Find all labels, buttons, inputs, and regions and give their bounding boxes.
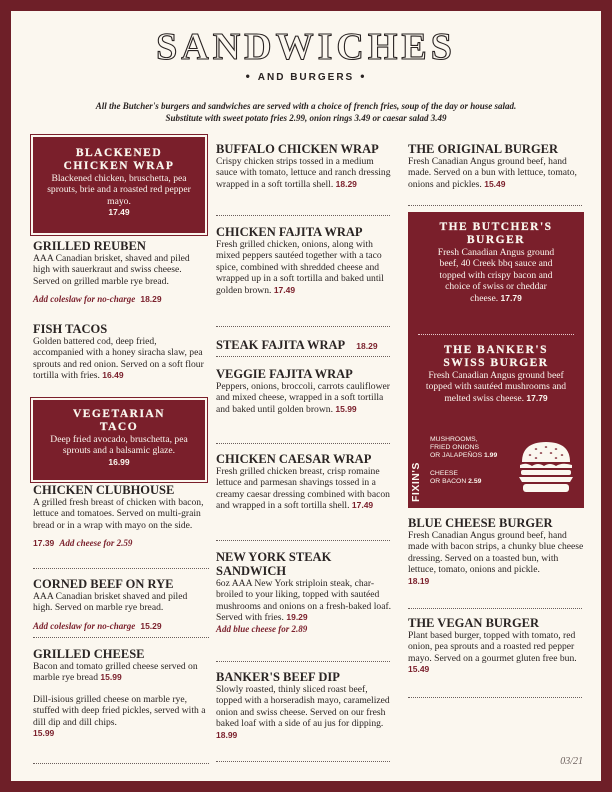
- item-description: Bacon and tomato grilled cheese served on marble rye bread 15.99: [33, 661, 198, 684]
- fixins-label: FIXIN'S: [410, 462, 422, 502]
- item-price: 15.29: [140, 620, 162, 631]
- item-price: 19.29: [286, 612, 308, 623]
- item-price: 15.99: [33, 728, 55, 739]
- divider: [33, 637, 209, 638]
- divider: [216, 326, 390, 327]
- item-name: BANKER'S BEEF DIP: [216, 670, 340, 684]
- item-price: 18.99: [216, 729, 238, 740]
- page-subtitle: • AND BURGERS •: [245, 69, 367, 83]
- item-name: BURGER: [466, 234, 526, 246]
- item-price: 15.99: [100, 672, 122, 683]
- item-description: Plant based burger, topped with tomato, red onion, pea sprouts and a roasted red pepper mayo. Served on a gourmet gluten free bun.: [408, 630, 577, 664]
- item-description: Deep fried avocado, bruschetta, pea sprouts and a balsamic glaze.: [50, 434, 188, 457]
- item-note: Add cheese for 2.59: [59, 538, 133, 549]
- fixins-option-2: CHEESE OR BACON 2.59: [430, 470, 482, 485]
- item-description: Fresh Canadian Angus ground beef, hand made with bacon strips, a chunky blue cheese dressing. Served on a toasted bun, with lettuce, tomato, onions and pickle.: [408, 530, 584, 576]
- burger-feature-panel: [408, 212, 584, 508]
- item-description: Fresh grilled chicken breast, crisp romaine lettuce and parmesan shavings tossed in a creamy caesar dressing combined with bacon and wrapped in a soft tortilla shell. 17.49: [216, 466, 390, 512]
- item-price: 17.49: [108, 207, 130, 218]
- item-description: Dill-isious grilled cheese on marble rye, stuffed with deep fried pickles, served with a dill dip and dill chips.: [33, 693, 206, 728]
- item-description: Fresh grilled chicken, onions, along with mixed peppers sautéed together with a taco spice, combined with shredded cheese and wrapped up in a soft tortilla and baked until golden brown. 17.49: [216, 239, 384, 296]
- item-description: Blackened chicken, bruschetta, pea sprouts, brie and a roasted red pepper mayo.: [47, 173, 191, 207]
- fixins-option-1: MUSHROOMS, FRIED ONIONS OR JALAPEÑOS 1.99: [430, 436, 498, 459]
- divider: [216, 540, 390, 541]
- item-description: Peppers, onions, broccoli, carrots cauliflower and mixed cheese, wrapped in a soft tortilla and baked until golden brown. 15.99: [216, 381, 390, 415]
- item-price: 18.29: [140, 294, 162, 305]
- menu-item-blue-cheese-burger: [408, 516, 588, 586]
- item-name: THE BUTCHER'S: [439, 221, 553, 233]
- item-name: THE VEGAN BURGER: [408, 616, 540, 630]
- item-name: CHICKEN FAJITA WRAP: [216, 225, 363, 239]
- menu-item-chicken-caesar-wrap: [216, 452, 396, 512]
- menu-item-veggie-fajita-wrap: [216, 367, 396, 415]
- item-description: Golden battered cod, deep fried, accompanied with a honey siracha slaw, pea sprouts and red onion. Served on a soft flour tortilla with fries. 16.49: [33, 336, 204, 382]
- item-name: STEAK FAJITA WRAP: [216, 338, 346, 352]
- item-note: Add coleslaw for no-charge: [33, 620, 136, 631]
- fixins-section: [408, 430, 584, 508]
- item-name: GRILLED REUBEN: [33, 239, 146, 253]
- divider: [408, 205, 582, 206]
- blackened-chicken-wrap-box: [33, 137, 205, 233]
- menu-item-chicken-fajita-wrap: [216, 225, 396, 296]
- menu-item-new-york-steak-sandwich: [216, 550, 396, 634]
- intro-text: [31, 100, 581, 124]
- item-price: 18.19: [408, 575, 430, 586]
- item-description: Fresh Canadian Angus ground beef topped with sautéed mushrooms and melted swiss cheese. 17.79: [425, 370, 567, 404]
- item-name: TACO: [99, 421, 139, 433]
- item-price: 17.39: [33, 538, 55, 549]
- fixins-price: 2.59: [468, 478, 482, 485]
- item-note: Add coleslaw for no-charge: [33, 294, 136, 305]
- intro-line-2: Substitute with sweet potato fries 2.99, onion rings 3.49 or caesar salad 3.49: [165, 113, 447, 123]
- item-name: SWISS BURGER: [443, 357, 549, 369]
- menu-item-steak-fajita-wrap: [216, 334, 396, 353]
- intro-line-1: All the Butcher's burgers and sandwiches are served with a choice of french fries, soup of the day or house salad.: [95, 101, 517, 111]
- divider: [408, 697, 582, 698]
- item-name: CHICKEN WRAP: [63, 160, 175, 172]
- item-price: 15.99: [335, 403, 357, 414]
- fixins-price: 1.99: [484, 452, 498, 459]
- item-note: Add blue cheese for 2.89: [216, 623, 308, 634]
- menu-item-grilled-reuben: [33, 239, 209, 306]
- subtitle-text: AND BURGERS: [257, 72, 355, 83]
- item-name: THE ORIGINAL BURGER: [408, 142, 559, 156]
- burger-icon: [516, 438, 576, 496]
- item-description: Fresh Canadian Angus ground beef, 40 Creek bbq sauce and topped with crispy bacon and choice of swiss or cheddar cheese. 17.79: [437, 247, 555, 304]
- divider: [408, 608, 582, 609]
- item-description: Fresh Canadian Angus ground beef, hand made. Served on a bun with lettuce, tomato, onions and pickles. 15.49: [408, 156, 577, 190]
- menu-item-buffalo-chicken-wrap: [216, 142, 396, 190]
- item-name: BLUE CHEESE BURGER: [408, 516, 553, 530]
- item-description: AAA Canadian brisket, shaved and piled high with sauerkraut and swiss cheese. Served on grilled marble rye bread.: [33, 253, 190, 287]
- divider: [216, 443, 390, 444]
- item-name: GRILLED CHEESE: [33, 647, 145, 661]
- item-price: 17.79: [500, 292, 522, 303]
- item-name: VEGGIE FAJITA WRAP: [216, 367, 353, 381]
- item-price: 18.29: [335, 178, 357, 189]
- item-price: 18.29: [356, 341, 378, 351]
- item-price: 16.99: [108, 456, 130, 467]
- item-price: 17.79: [526, 392, 548, 403]
- item-price: 16.49: [102, 370, 124, 381]
- divider: [216, 661, 390, 662]
- menu-item-vegan-burger: [408, 616, 588, 674]
- divider: [33, 568, 209, 569]
- item-name: SANDWICH: [216, 564, 287, 578]
- bankers-swiss-burger: [408, 344, 584, 404]
- divider: [418, 334, 574, 335]
- menu-item-original-burger: [408, 142, 588, 190]
- menu-item-bankers-beef-dip: [216, 670, 396, 741]
- item-price: 17.49: [273, 284, 296, 295]
- menu-date: 03/21: [560, 756, 583, 767]
- item-description: 6oz AAA New York striploin steak, char-broiled to your liking, topped with sautéed mushrooms and onions on a fresh-baked loaf. Served with fries. 19.29: [216, 578, 392, 624]
- item-name: CORNED BEEF ON RYE: [33, 577, 174, 591]
- menu-item-corned-beef: [33, 577, 209, 633]
- item-name: VEGETARIAN: [72, 408, 166, 420]
- divider: [216, 356, 390, 357]
- menu-item-fish-tacos: [33, 322, 209, 382]
- item-name: CHICKEN CLUBHOUSE: [33, 483, 175, 497]
- page-title: SANDWICHES: [156, 26, 456, 68]
- item-name: BUFFALO CHICKEN WRAP: [216, 142, 379, 156]
- item-price: 17.49: [351, 500, 374, 511]
- item-description: A grilled fresh breast of chicken with bacon, lettuce and tomatoes. Served on multi-grain bread or in a wrap with mayo on the side.: [33, 497, 204, 531]
- menu-item-grilled-cheese: [33, 647, 209, 738]
- item-description: Slowly roasted, thinly sliced roast beef, topped with a horseradish mayo, caramelized onion and swiss cheese. Served on our fresh baked loaf with a side of au jus for dipping. 18.99: [216, 684, 390, 740]
- item-name: THE BANKER'S: [444, 344, 548, 356]
- item-price: 15.49: [484, 178, 506, 189]
- divider: [216, 215, 390, 216]
- menu-page: [11, 11, 601, 781]
- menu-item-chicken-clubhouse: [33, 483, 209, 550]
- vegetarian-taco-box: [33, 400, 205, 480]
- item-name: NEW YORK STEAK: [216, 550, 332, 564]
- item-description: AAA Canadian brisket shaved and piled high. Served on marble rye bread.: [33, 591, 188, 614]
- item-name: CHICKEN CAESAR WRAP: [216, 452, 372, 466]
- item-price: 15.49: [408, 664, 430, 675]
- item-description: Crispy chicken strips tossed in a medium sauce with tomato, lettuce and ranch dressing wrapped in a soft tortilla shell. 18.29: [216, 156, 391, 190]
- divider: [216, 761, 390, 762]
- item-name: BLACKENED: [75, 147, 163, 159]
- butchers-burger: [408, 212, 584, 304]
- divider: [33, 763, 209, 764]
- item-name: FISH TACOS: [33, 322, 108, 336]
